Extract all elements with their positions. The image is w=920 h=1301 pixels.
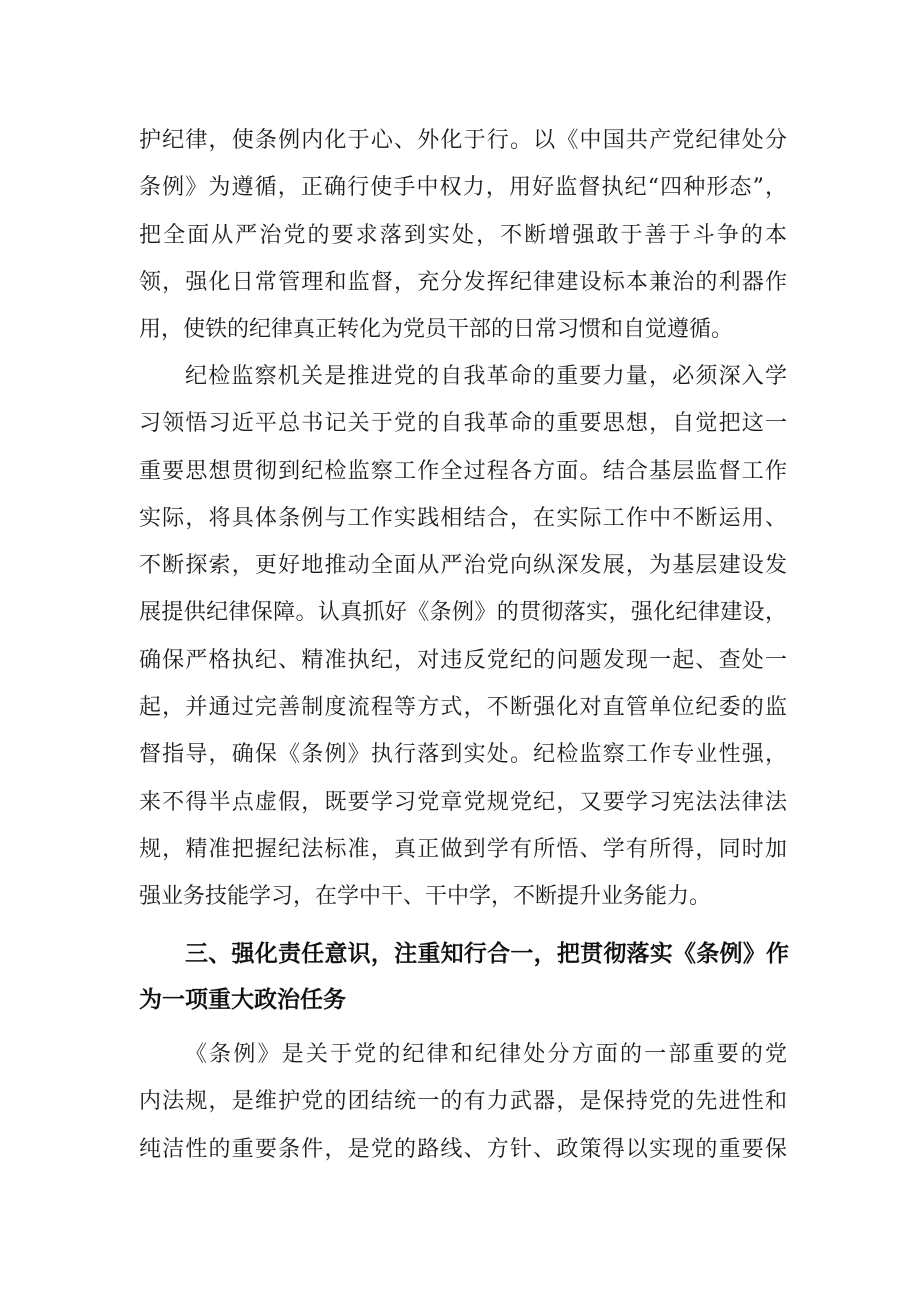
- paragraph-line: 起，并通过完善制度流程等方式，不断强化对直管单位纪委的监: [139, 695, 787, 721]
- paragraph-2: [139, 353, 787, 921]
- paragraph-line: 条例》为遵循，正确行使手中权力，用好监督执纪“四种形态”，: [139, 175, 787, 201]
- paragraph-line: 把全面从严治党的要求落到实处，不断增强敢于善于斗争的本: [139, 222, 787, 248]
- paragraph-line: 展提供纪律保障。认真抓好《条例》的贯彻落实，强化纪律建设，: [139, 600, 787, 626]
- paragraph-line: 内法规，是维护党的团结统一的有力武器，是保持党的先进性和: [139, 1089, 787, 1115]
- paragraph-line: 护纪律，使条例内化于心、外化于行。以《中国共产党纪律处分: [139, 128, 787, 153]
- section-heading: [139, 931, 789, 1023]
- paragraph-line: 规，精准把握纪法标准，真正做到学有所悟、学有所得，同时加: [139, 836, 787, 862]
- paragraph-line: 纯洁性的重要条件，是党的路线、方针、政策得以实现的重要保: [139, 1136, 787, 1162]
- paragraph-line: 不断探索，更好地推动全面从严治党向纵深发展，为基层建设发: [139, 553, 787, 579]
- paragraph-line: 领，强化日常管理和监督，充分发挥纪律建设标本兼治的利器作: [139, 269, 787, 295]
- paragraph-line: 督指导，确保《条例》执行落到实处。纪检监察工作专业性强，: [139, 742, 787, 768]
- paragraph-line: 习领悟习近平总书记关于党的自我革命的重要思想，自觉把这一: [139, 411, 787, 437]
- paragraph-line: 确保严格执纪、精准执纪，对违反党纪的问题发现一起、查处一: [139, 647, 787, 673]
- paragraph-line: 重要思想贯彻到纪检监察工作全过程各方面。结合基层监督工作: [139, 458, 787, 484]
- paragraph-3: [139, 1031, 787, 1173]
- heading-line: 三、强化责任意识，注重知行合一，把贯彻落实《条例》作: [185, 941, 789, 967]
- paragraph-line: 用，使铁的纪律真正转化为党员干部的日常习惯和自觉遵循。: [139, 317, 734, 343]
- paragraph-1: [139, 117, 787, 353]
- paragraph-line: 强业务技能学习，在学中干、干中学，不断提升业务能力。: [139, 884, 712, 910]
- heading-line: 为一项重大政治任务: [139, 987, 346, 1013]
- paragraph-line: 《条例》是关于党的纪律和纪律处分方面的一部重要的党: [185, 1042, 787, 1067]
- paragraph-line: 来不得半点虚假，既要学习党章党规党纪，又要学习宪法法律法: [139, 789, 787, 815]
- paragraph-line: 实际，将具体条例与工作实践相结合，在实际工作中不断运用、: [139, 505, 787, 531]
- paragraph-line: 纪检监察机关是推进党的自我革命的重要力量，必须深入学: [185, 364, 787, 389]
